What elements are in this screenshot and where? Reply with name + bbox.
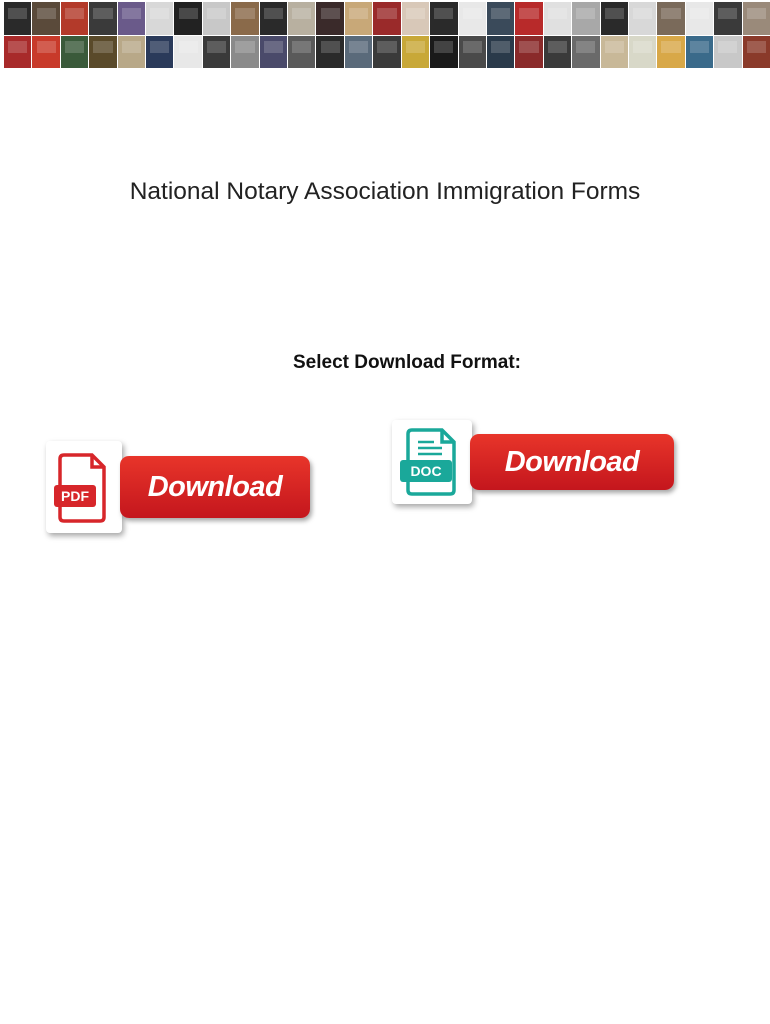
select-format-label: Select Download Format: bbox=[292, 352, 522, 373]
pdf-file-icon bbox=[46, 441, 122, 533]
banner-tile bbox=[345, 36, 372, 69]
media-collage-banner bbox=[4, 2, 770, 68]
banner-tile bbox=[743, 2, 770, 35]
doc-card bbox=[392, 420, 472, 504]
banner-tile bbox=[4, 2, 31, 35]
banner-tile bbox=[657, 36, 684, 69]
banner-tile bbox=[487, 36, 514, 69]
banner-tile bbox=[657, 2, 684, 35]
banner-tile bbox=[515, 2, 542, 35]
banner-tile bbox=[459, 36, 486, 69]
banner-tile bbox=[4, 36, 31, 69]
banner-tile bbox=[601, 2, 628, 35]
banner-tile bbox=[430, 2, 457, 35]
banner-tile bbox=[203, 2, 230, 35]
doc-format-text: DOC bbox=[410, 463, 442, 479]
banner-tile bbox=[430, 36, 457, 69]
banner-tile bbox=[572, 2, 599, 35]
banner-tile bbox=[260, 36, 287, 69]
banner-tile bbox=[174, 2, 201, 35]
banner-tile bbox=[373, 36, 400, 69]
banner-tile bbox=[260, 2, 287, 35]
banner-tile bbox=[61, 2, 88, 35]
banner-tile bbox=[714, 2, 741, 35]
banner-tile bbox=[544, 36, 571, 69]
banner-tile bbox=[459, 2, 486, 35]
banner-tile bbox=[487, 2, 514, 35]
banner-tile bbox=[118, 36, 145, 69]
banner-tile bbox=[231, 2, 258, 35]
pdf-download-button[interactable] bbox=[46, 441, 314, 537]
doc-download-button[interactable] bbox=[392, 420, 678, 508]
banner-tile bbox=[714, 36, 741, 69]
banner-tile bbox=[61, 36, 88, 69]
banner-tile bbox=[174, 36, 201, 69]
banner-tile bbox=[32, 36, 59, 69]
banner-tile bbox=[686, 2, 713, 35]
banner-tile bbox=[629, 2, 656, 35]
banner-tile bbox=[402, 36, 429, 69]
banner-tile bbox=[601, 36, 628, 69]
banner-tile bbox=[629, 36, 656, 69]
banner-tile bbox=[316, 36, 343, 69]
banner-tile bbox=[345, 2, 372, 35]
banner-tile bbox=[544, 2, 571, 35]
banner-tile bbox=[288, 36, 315, 69]
banner-tile bbox=[316, 2, 343, 35]
pdf-format-text: PDF bbox=[61, 488, 89, 504]
banner-tile bbox=[203, 36, 230, 69]
pdf-download-label: Download bbox=[120, 456, 310, 518]
banner-tile bbox=[146, 2, 173, 35]
banner-tile bbox=[118, 2, 145, 35]
page-title: National Notary Association Immigration Forms bbox=[129, 178, 641, 205]
banner-tile bbox=[146, 36, 173, 69]
banner-tile bbox=[743, 36, 770, 69]
banner-tile bbox=[515, 36, 542, 69]
banner-tile bbox=[572, 36, 599, 69]
banner-tile bbox=[89, 36, 116, 69]
banner-tile bbox=[231, 36, 258, 69]
banner-tile bbox=[89, 2, 116, 35]
banner-tile bbox=[32, 2, 59, 35]
banner-tile bbox=[373, 2, 400, 35]
doc-download-label: Download bbox=[470, 434, 674, 490]
doc-file-icon bbox=[392, 420, 472, 504]
banner-tile bbox=[288, 2, 315, 35]
banner-tile bbox=[402, 2, 429, 35]
pdf-card bbox=[46, 441, 122, 533]
banner-tile bbox=[686, 36, 713, 69]
